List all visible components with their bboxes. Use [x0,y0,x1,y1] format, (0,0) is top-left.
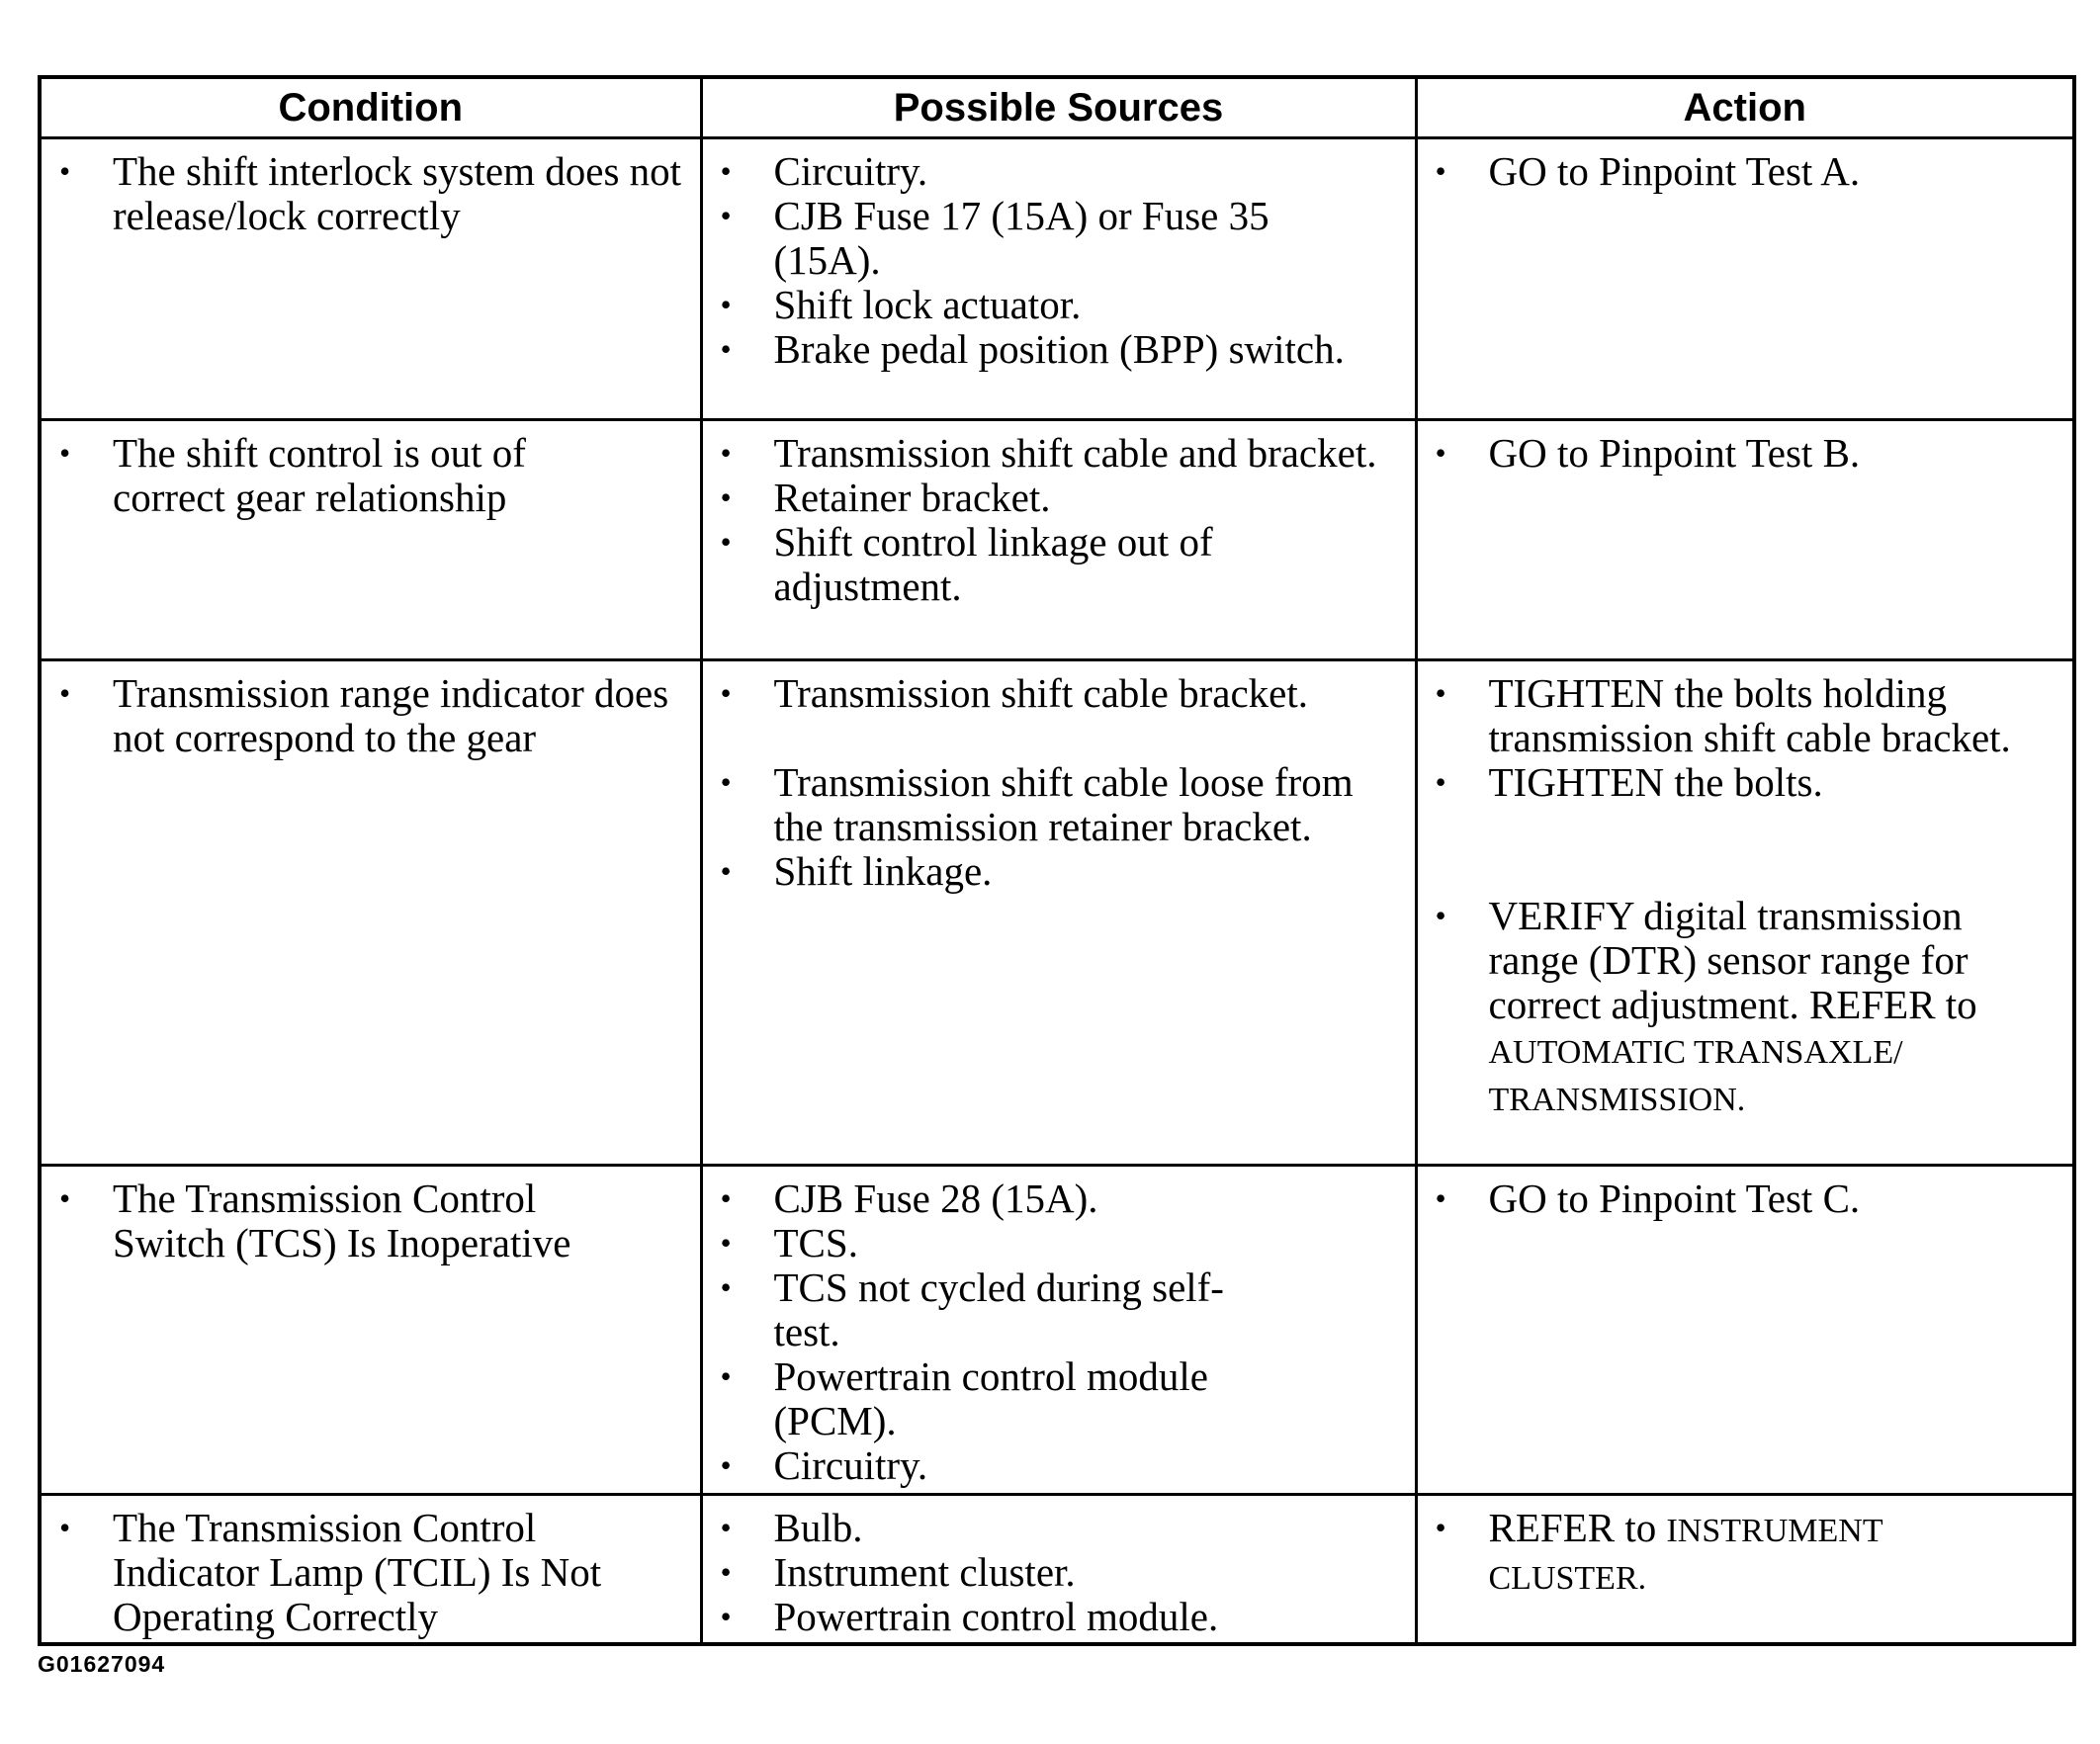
source-text: TCS. [773,1220,858,1265]
bullet-icon: • [1435,1180,1446,1216]
source-text: Shift lock actuator. [773,282,1082,327]
source-item [717,431,1401,476]
condition-cell [40,1166,701,1495]
source-item [717,1550,1401,1595]
sources-cell [701,1166,1416,1495]
verify-text: VERIFY digital transmission range (DTR) sensor range for correct adjustment. REFER to [1488,893,1977,1027]
source-text: Transmission shift cable loose from the transmission retainer bracket. [773,759,1354,849]
action-cell [1416,420,2074,660]
bullet-icon: • [1435,435,1446,471]
table-row [40,1495,2074,1645]
condition-item [55,1177,686,1265]
condition-cell [40,1495,701,1645]
condition-item [55,149,686,238]
bullet-icon: • [720,524,732,560]
refer-text: REFER to [1488,1505,1657,1550]
bullet-icon: • [720,853,732,889]
source-text: Circuitry. [773,1442,928,1488]
action-item [1432,894,2059,1122]
source-item [717,1221,1401,1265]
action-item [1432,671,2059,760]
action-item [1432,431,2059,476]
source-item [717,1595,1401,1639]
source-item [717,1443,1401,1488]
figure-id: G01627094 [38,1651,166,1677]
reference-link[interactable]: INSTRUMENT CLUSTER. [1488,1513,1882,1597]
bullet-icon: • [720,1358,732,1394]
sources-cell [701,660,1416,1166]
sources-cell [701,420,1416,660]
source-text: Transmission shift cable bracket. [773,670,1309,716]
action-item [1432,1506,2059,1601]
bullet-icon: • [1435,675,1446,711]
bullet-icon: • [720,331,732,367]
condition-cell [40,420,701,660]
source-item [717,476,1401,520]
action-cell [1416,1495,2074,1645]
sources-cell [701,1495,1416,1645]
condition-cell [40,660,701,1166]
table-header-row [40,77,2074,138]
spacer [717,716,1401,760]
source-text: Circuitry. [773,148,928,194]
action-text: GO to Pinpoint Test C. [1488,1176,1861,1221]
bullet-icon: • [1435,153,1446,189]
source-item [717,1177,1401,1221]
bullet-icon: • [720,1180,732,1216]
bullet-icon: • [720,1269,732,1305]
action-text: TIGHTEN the bolts. [1488,759,1823,805]
source-item [717,849,1401,894]
bullet-icon: • [1435,898,1446,933]
source-text: Powertrain control module (PCM). [773,1353,1209,1443]
diagnosis-table [38,75,2076,1646]
source-text: CJB Fuse 28 (15A). [773,1176,1098,1221]
source-item [717,1354,1401,1443]
bullet-icon: • [59,435,71,471]
source-item [717,1265,1401,1354]
source-text: Instrument cluster. [773,1549,1076,1595]
source-text: Shift control linkage out of adjustment. [773,519,1213,609]
source-text: Powertrain control module. [773,1594,1219,1639]
bullet-icon: • [59,153,71,189]
bullet-icon: • [720,198,732,233]
source-text: TCS not cycled during self-test. [773,1264,1224,1354]
table-row [40,420,2074,660]
bullet-icon: • [720,1225,732,1261]
action-text [1489,894,2059,1122]
condition-text: The shift control is out of correct gear relationship [113,430,526,520]
bullet-icon: • [720,480,732,515]
header-possible-sources: Possible Sources [701,77,1416,138]
bullet-icon: • [720,153,732,189]
action-cell [1416,1166,2074,1495]
condition-item [55,431,686,520]
table-row [40,1166,2074,1495]
bullet-icon: • [720,1510,732,1545]
bullet-icon: • [720,287,732,322]
action-item [1432,1177,2059,1221]
bullet-icon: • [720,675,732,711]
source-text: Shift linkage. [773,848,993,894]
header-action: Action [1416,77,2074,138]
action-item [1432,149,2059,194]
action-text: GO to Pinpoint Test B. [1488,430,1861,476]
source-text: Bulb. [773,1505,863,1550]
condition-text: The Transmission Control Indicator Lamp (TCIL) Is Not Operating Correctly [113,1505,602,1639]
source-item [717,283,1401,327]
bullet-icon: • [59,675,71,711]
source-text: Transmission shift cable and bracket. [773,430,1377,476]
table-row [40,660,2074,1166]
condition-text: Transmission range indicator does not correspond to the gear [113,670,669,760]
source-item [717,149,1401,194]
spacer [1432,805,2059,894]
header-condition: Condition [40,77,701,138]
bullet-icon: • [1435,764,1446,800]
source-text: Brake pedal position (BPP) switch. [773,326,1345,372]
bullet-icon: • [720,1447,732,1483]
source-item [717,1506,1401,1550]
bullet-icon: • [720,435,732,471]
action-text [1489,1506,2059,1601]
action-cell [1416,660,2074,1166]
condition-text: The Transmission Control Switch (TCS) Is Inoperative [113,1176,571,1265]
source-item [717,520,1401,609]
bullet-icon: • [720,1554,732,1590]
reference-link[interactable]: AUTOMATIC TRANSAXLE/ TRANSMISSION. [1488,1034,1903,1118]
action-cell [1416,138,2074,420]
bullet-icon: • [59,1180,71,1216]
condition-text: The shift interlock system does not release/lock correctly [113,148,682,238]
bullet-icon: • [720,1599,732,1634]
action-text: GO to Pinpoint Test A. [1488,148,1861,194]
source-item [717,194,1401,283]
bullet-icon: • [59,1510,71,1545]
bullet-icon: • [720,764,732,800]
table-row [40,138,2074,420]
condition-item [55,671,686,760]
source-item [717,760,1401,849]
source-text: CJB Fuse 17 (15A) or Fuse 35 (15A). [773,193,1269,283]
sources-cell [701,138,1416,420]
bullet-icon: • [1435,1510,1446,1545]
condition-item [55,1506,686,1639]
action-text: TIGHTEN the bolts holding transmission shift cable bracket. [1488,670,2011,760]
condition-cell [40,138,701,420]
action-item [1432,760,2059,805]
source-item [717,327,1401,372]
source-item [717,671,1401,716]
source-text: Retainer bracket. [773,475,1051,520]
